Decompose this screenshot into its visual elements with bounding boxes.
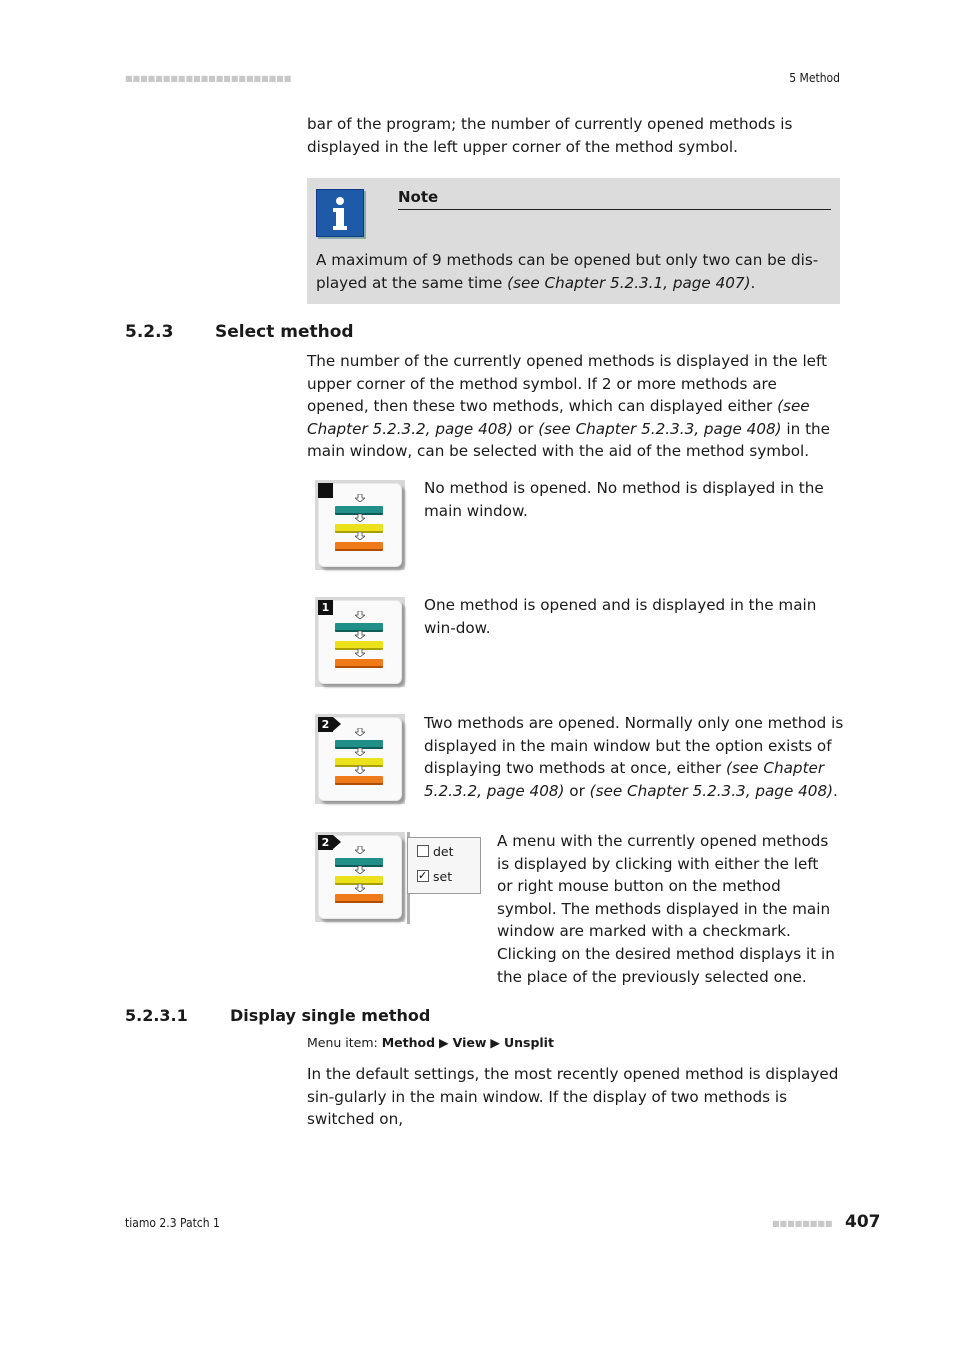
note-divider: [398, 209, 831, 210]
footer-decoration: ■■■■■■■■: [772, 1219, 833, 1228]
method-symbol-menu[interactable]: [315, 832, 405, 922]
symbol-description: One method is opened and is displayed in the main win-dow.: [424, 596, 817, 637]
method-symbol-two: [315, 714, 405, 804]
dropdown-arrow-icon: [333, 717, 341, 731]
method-count-badge: 1: [318, 600, 333, 615]
symbol-description: No method is opened. No method is displayed in the main window.: [424, 479, 824, 520]
subsection-heading: 5.2.3.1 Display single method: [125, 1006, 431, 1025]
note-box: [307, 178, 840, 304]
method-count-badge: [318, 483, 333, 498]
method-symbol-none: [315, 480, 405, 570]
checkbox-checked[interactable]: [417, 870, 429, 882]
symbol-description: Two methods are opened. Normally only one method is displayed in the main window but the option exists of displaying two methods at once, either (see Chapter 5.2.3.2, page 408) or (see Chapter 5.2.3.3, page 408).: [424, 714, 844, 800]
header-chapter: 5 Method: [789, 71, 840, 85]
chapter-link[interactable]: (see Chapter 5.2.3.2, page 408): [307, 397, 810, 438]
method-count-badge: 2: [318, 717, 333, 732]
method-count-badge: 2: [318, 835, 333, 850]
menu-item-path: Menu item: Method ▶ View ▶ Unsplit: [307, 1035, 554, 1050]
dropdown-arrow-icon: [333, 835, 341, 849]
section-paragraph: The number of the currently opened methods is displayed in the left upper corner of the method symbol. If 2 or more methods are opened, then these two methods, which can displayed either (see Chapter 5.2.3.2, page 408) or (see Chapter 5.2.3.3, page 408) in the main window, can be selected with the aid of the method symbol.: [307, 352, 831, 461]
symbol-description: A menu with the currently opened methods is displayed by clicking with either the left or right mouse button on the method symbol. The methods displayed in the main window are marked with a checkmark. Clicking on the desired method displays it in the place of the previously selected one.: [497, 832, 835, 986]
section-heading: 5.2.3 Select method: [125, 322, 354, 342]
checkbox-unchecked[interactable]: [417, 845, 429, 857]
footer-product: tiamo 2.3 Patch 1: [125, 1216, 220, 1230]
intro-paragraph: bar of the program; the number of currently opened methods is displayed in the left upper corner of the method symbol.: [307, 115, 793, 156]
method-popup-menu: [407, 837, 481, 894]
chapter-link[interactable]: (see Chapter 5.2.3.3, page 408): [589, 781, 834, 800]
chapter-link[interactable]: (see Chapter 5.2.3.3, page 408): [538, 419, 782, 438]
chapter-link[interactable]: (see Chapter 5.2.3.2, page 408): [424, 759, 825, 800]
note-text: A maximum of 9 methods can be opened but only two can be dis-played at the same time (see Chapter 5.2.3.1, page 407).: [316, 251, 819, 292]
menu-item-set[interactable]: ✓set: [417, 867, 452, 887]
note-title: Note: [398, 188, 439, 206]
subsection-paragraph: In the default settings, the most recently opened method is displayed sin-gularly in the main window. If the display of two methods is switched on,: [307, 1065, 839, 1129]
method-symbol-one: [315, 597, 405, 687]
info-icon: [316, 189, 364, 237]
page-number: 407: [845, 1212, 881, 1232]
menu-item-det[interactable]: det: [417, 842, 454, 862]
note-reference[interactable]: (see Chapter 5.2.3.1, page 407): [507, 273, 751, 292]
header-decoration: ■■■■■■■■■■■■■■■■■■■■■■: [125, 74, 292, 83]
